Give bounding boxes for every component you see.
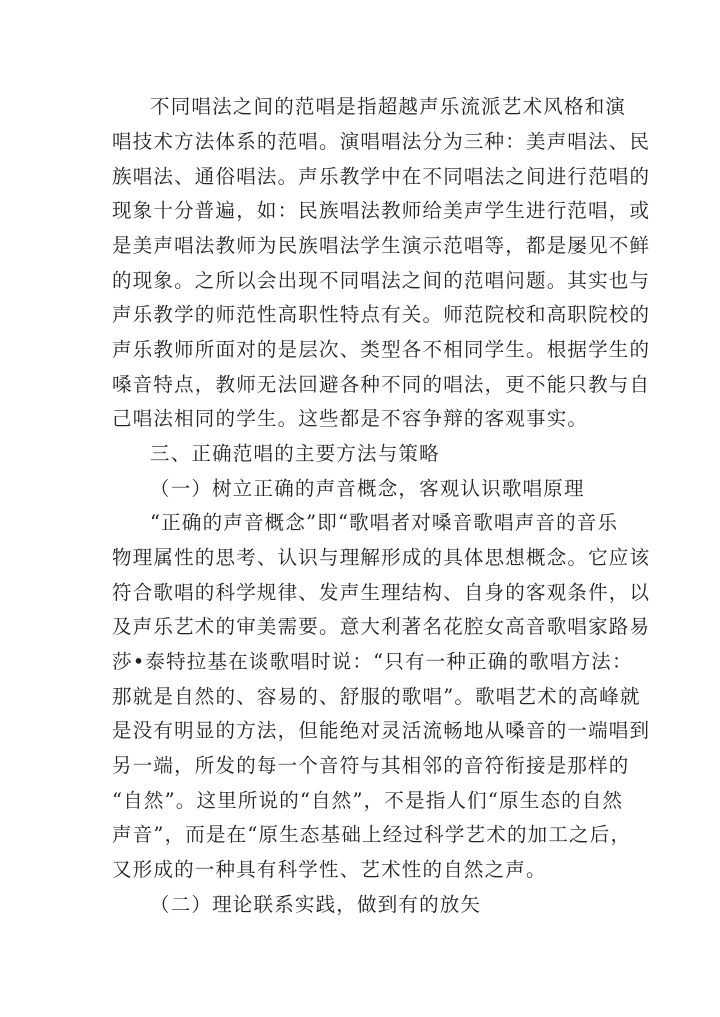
- paragraph-2-line-5: 莎•泰特拉基在谈歌唱时说：“只有一种正确的歌唱方法：: [112, 650, 633, 673]
- paragraph-2-line-9: “自然”。这里所说的“自然”，不是指人们“原生态的自然: [112, 789, 624, 812]
- paragraph-1-line-1: 不同唱法之间的范唱是指超越声乐流派艺术风格和演: [150, 95, 627, 118]
- paragraph-2-line-1: “正确的声音概念”即“歌唱者对嗓音歌唱声音的音乐: [150, 511, 619, 534]
- section-heading-3: 三、正确范唱的主要方法与策略: [150, 442, 440, 465]
- paragraph-1-line-5: 是美声唱法教师为民族唱法学生演示范唱等，都是屡见不鲜: [112, 234, 651, 257]
- paragraph-1-line-2: 唱技术方法体系的范唱。演唱唱法分为三种：美声唱法、民: [112, 130, 651, 153]
- paragraph-1-line-7: 声乐教学的师范性高职性特点有关。师范院校和高职院校的: [112, 303, 651, 326]
- paragraph-2-line-4: 及声乐艺术的审美需要。意大利著名花腔女高音歌唱家路易: [112, 615, 651, 638]
- paragraph-2-line-3: 符合歌唱的科学规律、发声生理结构、自身的客观条件，以: [112, 581, 651, 604]
- paragraph-2-line-6: 那就是自然的、容易的、舒服的歌唱”。歌唱艺术的高峰就: [112, 685, 641, 708]
- subsection-heading-1: （一）树立正确的声音概念，客观认识歌唱原理: [150, 477, 585, 500]
- paragraph-2-line-10: 声音”，而是在“原生态基础上经过科学艺术的加工之后，: [112, 823, 632, 846]
- paragraph-2-line-11: 又形成的一种具有科学性、艺术性的自然之声。: [112, 858, 547, 881]
- subsection-heading-2: （二）理论联系实践，做到有的放矢: [150, 893, 482, 916]
- paragraph-1-line-6: 的现象。之所以会出现不同唱法之间的范唱问题。其实也与: [112, 269, 651, 292]
- paragraph-1-line-10: 己唱法相同的学生。这些都是不容争辩的客观事实。: [112, 407, 589, 430]
- paragraph-2-line-8: 另一端，所发的每一个音符与其相邻的音符衔接是那样的: [112, 754, 630, 777]
- paragraph-1-line-9: 嗓音特点，教师无法回避各种不同的唱法，更不能只教与自: [112, 373, 651, 396]
- paragraph-1-line-3: 族唱法、通俗唱法。声乐教学中在不同唱法之间进行范唱的: [112, 165, 651, 188]
- paragraph-1-line-8: 声乐教师所面对的是层次、类型各不相同学生。根据学生的: [112, 338, 651, 361]
- paragraph-2-line-7: 是没有明显的方法，但能绝对灵活流畅地从嗓音的一端唱到: [112, 719, 651, 742]
- paragraph-2-line-2: 物理属性的思考、认识与理解形成的具体思想概念。它应该: [112, 546, 651, 569]
- paragraph-1-line-4: 现象十分普遍，如：民族唱法教师给美声学生进行范唱，或: [112, 199, 651, 222]
